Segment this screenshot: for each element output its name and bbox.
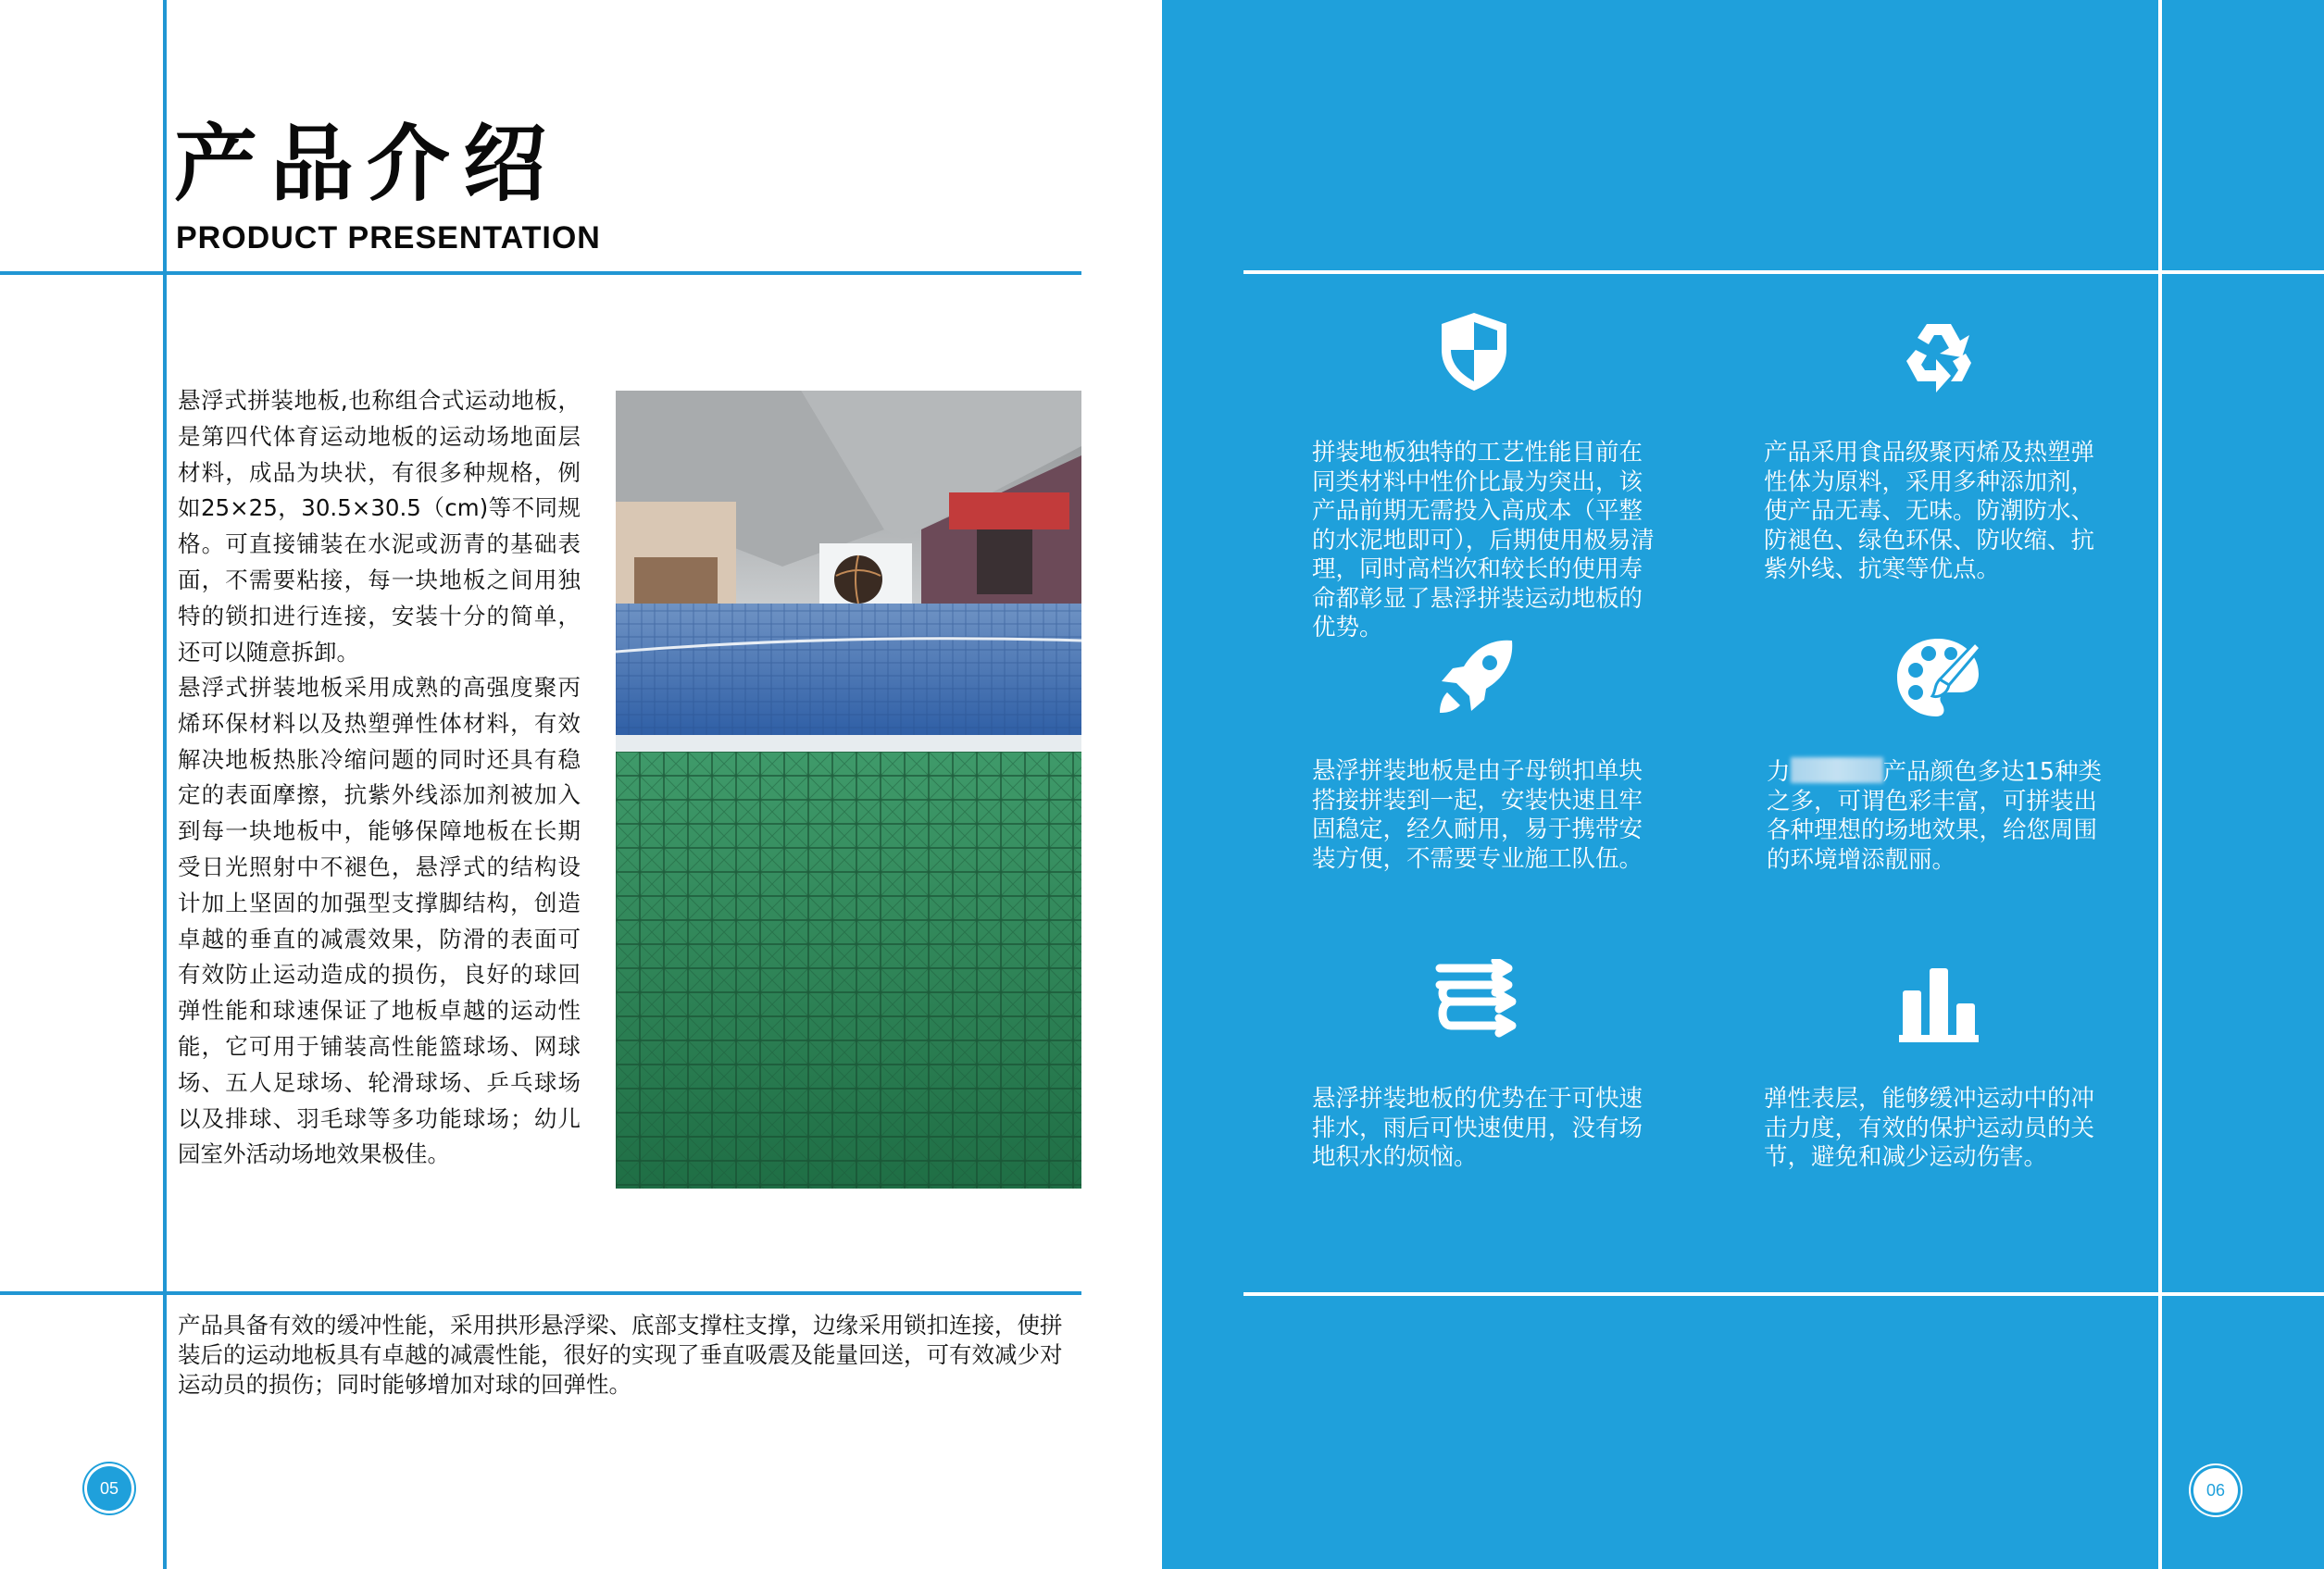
header-rule bbox=[0, 271, 1081, 275]
bar-chart-icon bbox=[1899, 965, 1979, 1044]
page-number-label: 05 bbox=[99, 1478, 119, 1498]
feature-material-text: 产品采用食品级聚丙烯及热塑弹性体为原料，采用多种添加剂，使产品无毒、无味。防潮防水、防褪色、绿色环保、防收缩、抗紫外线、抗寒等优点。 bbox=[1764, 439, 2095, 583]
court-photo bbox=[616, 391, 1081, 1189]
feature-color-text bbox=[1767, 757, 2118, 875]
page-subtitle: PRODUCT PRESENTATION bbox=[176, 220, 601, 255]
footer-rule bbox=[0, 1291, 1081, 1295]
feature-elastic-text: 弹性表层，能够缓冲运动中的冲击力度，有效的保护运动员的关节，避免和减少运动伤害。 bbox=[1764, 1085, 2095, 1171]
recycle-icon bbox=[1897, 315, 1980, 398]
rocket-icon bbox=[1434, 635, 1518, 718]
right-page bbox=[1162, 0, 2324, 1569]
palette-icon bbox=[1893, 633, 1982, 722]
right-vertical-rule bbox=[2158, 0, 2162, 1569]
vertical-rule bbox=[163, 0, 167, 1569]
shield-icon bbox=[1438, 311, 1510, 392]
feature-color-prefix: 力 bbox=[1767, 758, 1791, 786]
page-number bbox=[87, 1466, 131, 1511]
page-title: 产品介绍 bbox=[174, 116, 559, 213]
feature-drainage-text: 悬浮拼装地板的优势在于可快速排水，雨后可快速使用，没有场地积水的烦恼。 bbox=[1312, 1085, 1643, 1171]
drain-arrows-icon bbox=[1431, 959, 1523, 1039]
blurred-brand bbox=[1791, 757, 1883, 783]
page-number bbox=[2193, 1468, 2238, 1513]
feature-install-text: 悬浮拼装地板是由子母锁扣单块搭接拼装到一起，安装快速且牢固稳定，经久耐用，易于携带安装方便，不需要专业施工队伍。 bbox=[1312, 757, 1643, 873]
intro-paragraph: 悬浮式拼装地板,也称组合式运动地板，是第四代体育运动地板的运动场地面层材料，成品为块状，有很多种规格，例如25×25，30.5×30.5（cm)等不同规格。可直接铺装在水泥或沥青的基础表面，不需要粘接，每一块地板之间用独特的锁扣进行连接，安装十分的简单，还可以随意拆卸。 bbox=[178, 387, 581, 666]
feature-cost-text: 拼装地板独特的工艺性能目前在同类材料中性价比最为突出，该产品前期无需投入高成本（平整的水泥地即可），后期使用极易清理，同时高档次和较长的使用寿命都彰显了悬浮拼装运动地板的优势。 bbox=[1312, 439, 1655, 641]
feature-color-body: 产品颜色多达15种类之多，可谓色彩丰富，可拼装出各种理想的场地效果，给您周围的环境增添靓丽。 bbox=[1767, 758, 2102, 874]
material-paragraph: 悬浮式拼装地板采用成熟的高强度聚丙烯环保材料以及热塑弹性体材料，有效解决地板热胀冷缩问题的同时还具有稳定的表面摩擦，抗紫外线添加剂被加入到每一块地板中，能够保障地板在长期受日光照射中不褪色，悬浮式的结构设计加上坚固的加强型支撑脚结构，创造卓越的垂直的减震效果，防滑的表面可有效防止运动造成的损伤，良好的球回弹性能和球速保证了地板卓越的运动性能，它可用于铺装高性能篮球场、网球场、五人足球场、轮滑球场、乒乓球场以及排球、羽毛球等多功能球场；幼儿园室外活动场地效果极佳。 bbox=[178, 674, 581, 1168]
cushioning-paragraph: 产品具备有效的缓冲性能，采用拱形悬浮梁、底部支撑柱支撑，边缘采用锁扣连接，使拼装后的运动地板具有卓越的减震性能，很好的实现了垂直吸震及能量回送，可有效减少对运动员的损伤；同时能够增加对球的回弹性。 bbox=[178, 1312, 1063, 1398]
page-number-label: 06 bbox=[2205, 1480, 2226, 1500]
